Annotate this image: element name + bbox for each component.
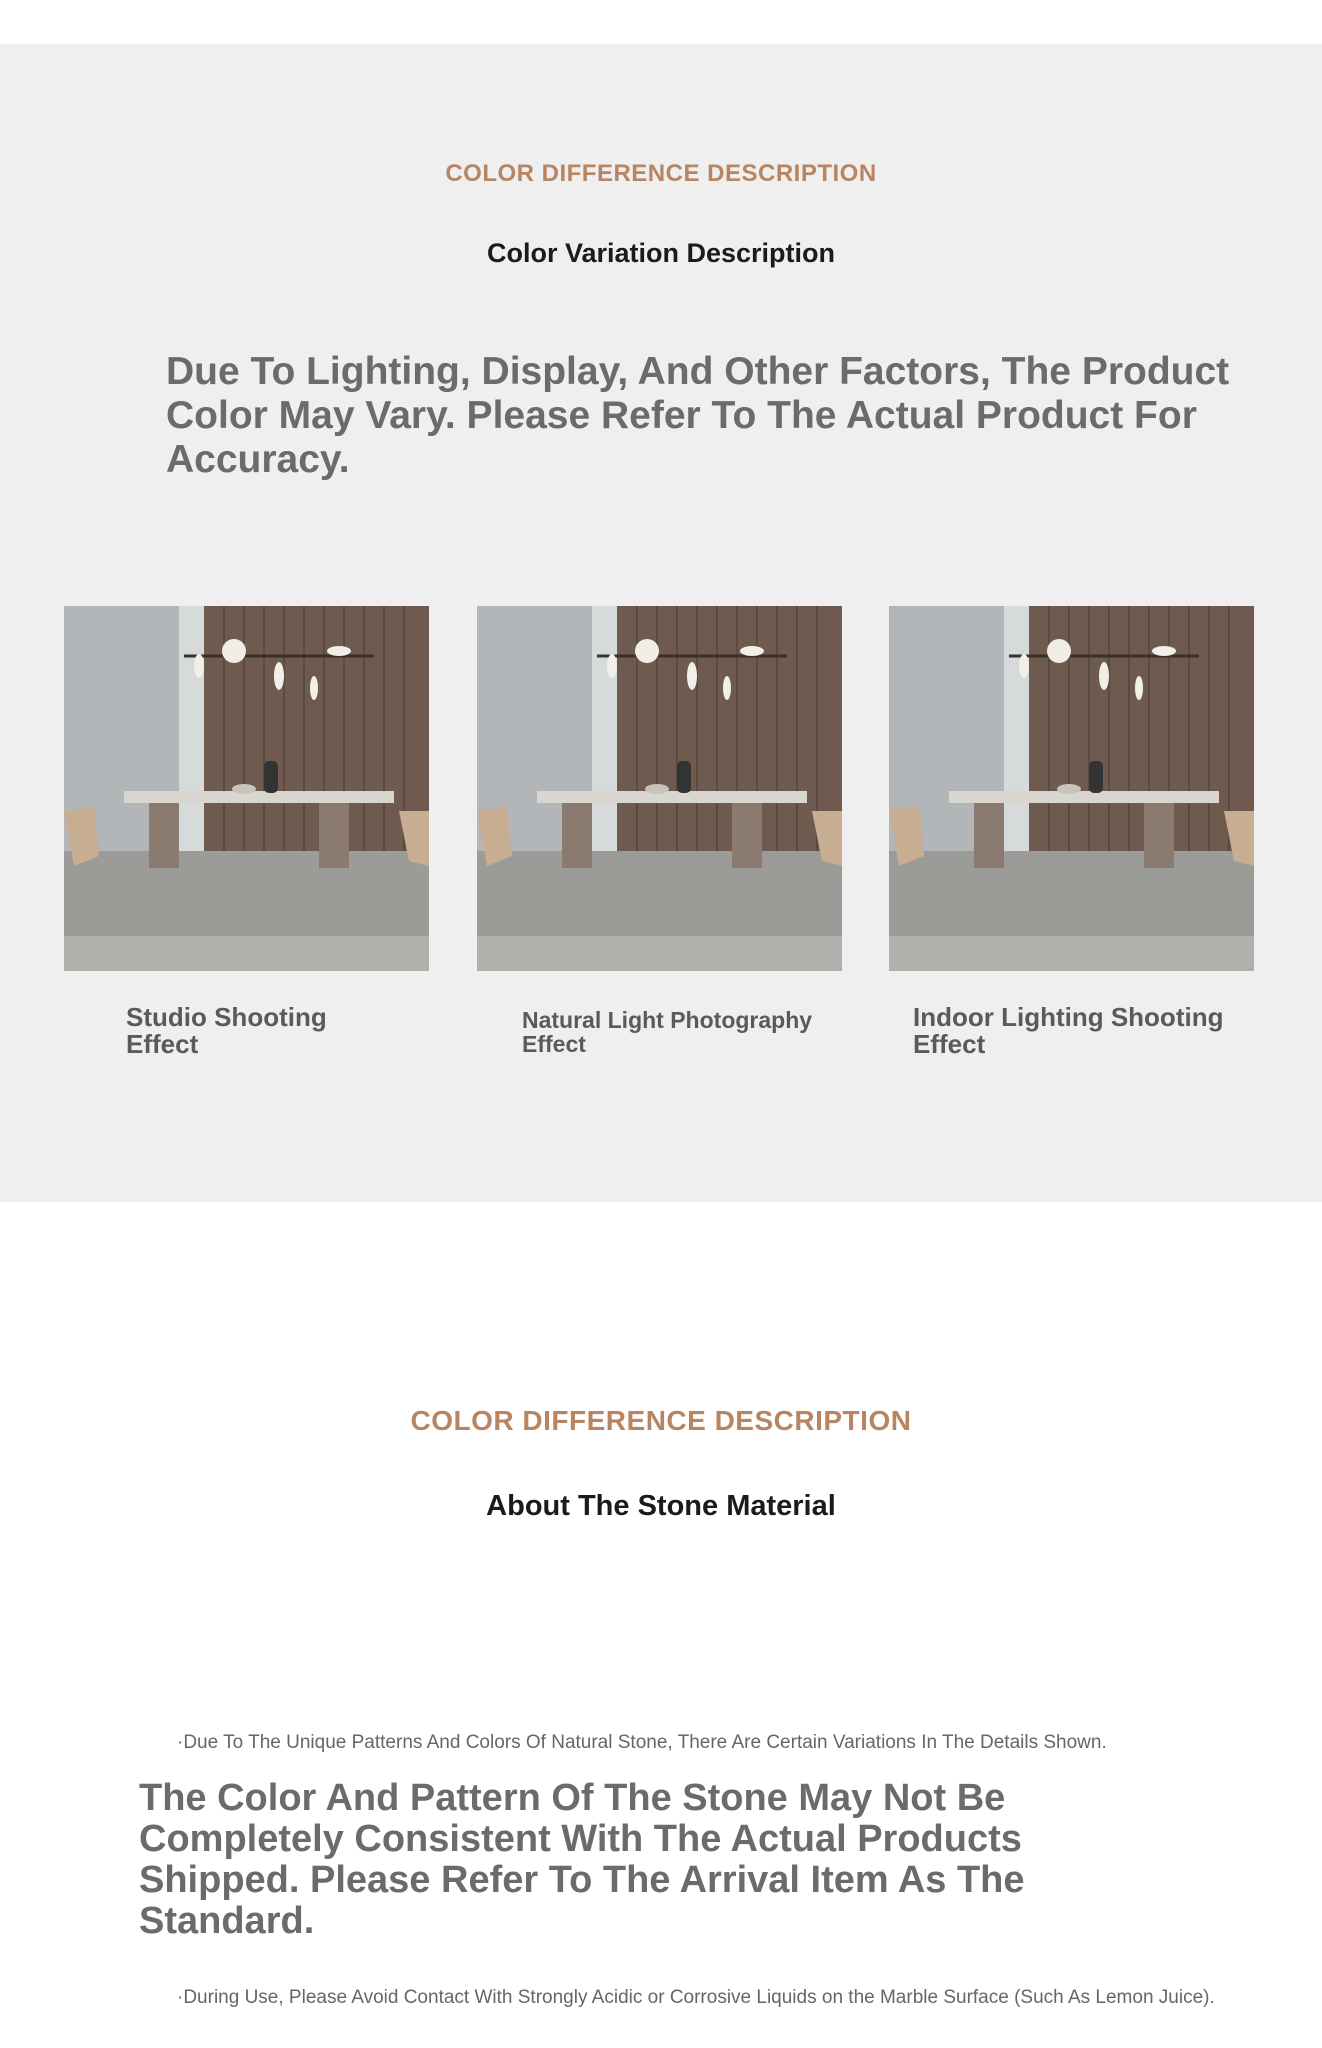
dining-room-image	[477, 606, 842, 971]
caption-indoor-lighting: Indoor Lighting Shooting Effect	[913, 1002, 1224, 1060]
eyebrow-color-difference-2: COLOR DIFFERENCE DESCRIPTION	[410, 1405, 912, 1436]
stone-notice: The Color And Pattern Of The Stone May Not Be Completely Consistent With The Actual Products Shipped. Please Refer To The Arrival Item As The Standard.	[139, 1777, 1025, 1942]
color-variation-title: Color Variation Description	[486, 238, 836, 268]
caption-studio: Studio Shooting Effect	[126, 1002, 327, 1060]
stone-bullet-variations: ·Due To The Unique Patterns And Colors Of Natural Stone, There Are Certain Variations In The Details Shown.	[177, 1732, 1107, 1753]
stone-bullet-acid-warning: ·During Use, Please Avoid Contact With Strongly Acidic or Corrosive Liquids on the Marble Surface (Such As Lemon Juice).	[177, 1987, 1215, 2008]
caption-natural-light: Natural Light Photography Effect	[522, 1007, 813, 1058]
product-photo-studio	[64, 606, 429, 971]
dining-room-image	[64, 606, 429, 971]
stone-material-title: About The Stone Material	[486, 1490, 836, 1522]
dining-room-image	[889, 606, 1254, 971]
product-photo-indoor-lighting	[889, 606, 1254, 971]
product-photo-natural-light	[477, 606, 842, 971]
color-variation-notice: Due To Lighting, Display, And Other Factors, The Product Color May Vary. Please Refer To The Actual Product For Accuracy.	[166, 350, 1230, 481]
eyebrow-color-difference: COLOR DIFFERENCE DESCRIPTION	[445, 160, 877, 187]
